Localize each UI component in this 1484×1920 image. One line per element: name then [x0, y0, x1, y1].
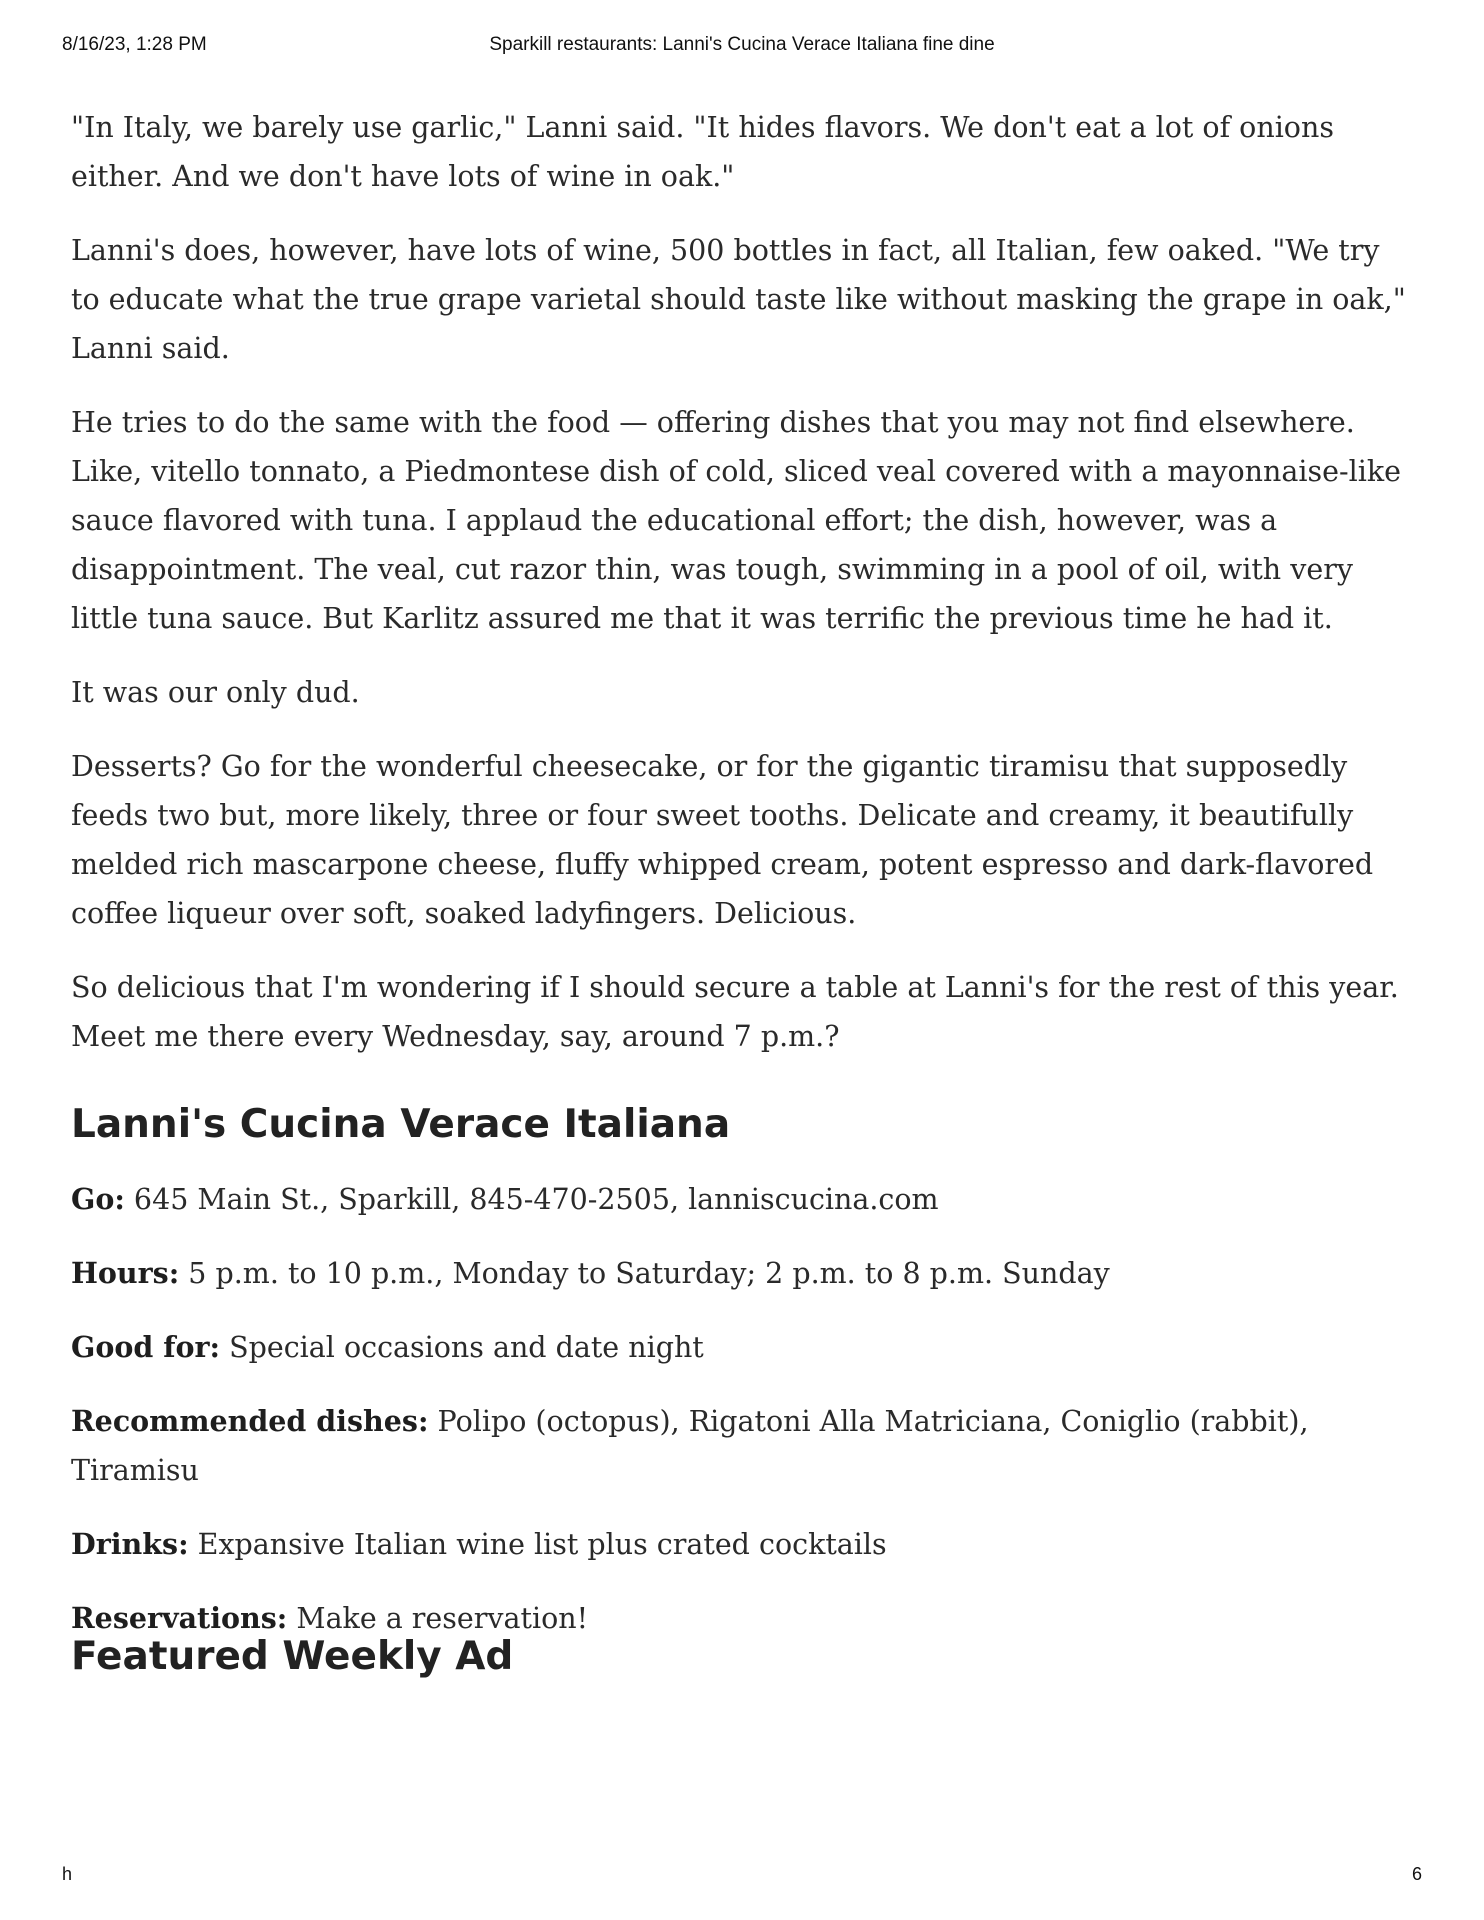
- article-paragraph: He tries to do the same with the food — offering dishes that you may not find elsewhere. Like, vitello tonnato, a Piedmontese dish of cold, sliced veal covered with a mayonnaise-like sauce flavored with tuna. I applaud the educational effort; the dish, however, was a disappointment. The veal, cut razor thin, was tough, swimming in a pool of oil, with very little tuna sauce. But Karlitz assured me that it was terrific the previous time he had it.: [71, 406, 1401, 635]
- info-recommended-value: Polipo (octopus), Rigatoni Alla Matriciana, Coniglio (rabbit), Tiramisu: [71, 1405, 1309, 1487]
- print-footer-page-number: 6: [1411, 1864, 1422, 1884]
- print-page-title: Sparkill restaurants: Lanni's Cucina Verace Italiana fine dine: [489, 34, 995, 55]
- info-hours-value: 5 p.m. to 10 p.m., Monday to Saturday; 2 p.m. to 8 p.m. Sunday: [179, 1257, 1110, 1290]
- article-paragraph: So delicious that I'm wondering if I should secure a table at Lanni's for the rest of this year. Meet me there every Wednesday, say, around 7 p.m.?: [71, 971, 1399, 1053]
- print-header: [62, 34, 1422, 58]
- info-good-for-label: Good for:: [71, 1330, 221, 1364]
- info-reservations-value: Make a reservation!: [287, 1602, 589, 1635]
- featured-ad-heading: Featured Weekly Ad: [71, 1634, 514, 1679]
- info-drinks-label: Drinks:: [71, 1527, 189, 1561]
- info-recommended: [71, 1397, 1416, 1495]
- article-paragraph: Lanni's does, however, have lots of wine, 500 bottles in fact, all Italian, few oaked. "We try to educate what the true grape varietal should taste like without masking the grape in oak," Lanni said.: [71, 234, 1406, 365]
- restaurant-info-heading: Lanni's Cucina Verace Italiana: [71, 1102, 731, 1147]
- info-go: [71, 1175, 1416, 1224]
- info-good-for: [71, 1323, 1416, 1372]
- info-hours: [71, 1249, 1416, 1298]
- article-body: [71, 103, 1416, 1681]
- info-go-label: Go:: [71, 1182, 125, 1216]
- article-paragraph: Desserts? Go for the wonderful cheesecake, or for the gigantic tiramisu that supposedly feeds two but, more likely, three or four sweet tooths. Delicate and creamy, it beautifully melded rich mascarpone cheese, fluffy whipped cream, potent espresso and dark-flavored coffee liqueur over soft, soaked ladyfingers. Delicious.: [71, 750, 1374, 930]
- info-drinks: [71, 1520, 1416, 1569]
- info-recommended-label: Recommended dishes:: [71, 1404, 429, 1438]
- print-footer: [62, 1864, 1422, 1886]
- print-footer-url: h: [62, 1864, 73, 1884]
- article-paragraph: "In Italy, we barely use garlic," Lanni said. "It hides flavors. We don't eat a lot of onions either. And we don't have lots of wine in oak.": [71, 111, 1334, 193]
- article-paragraph: It was our only dud.: [71, 676, 360, 709]
- info-drinks-value: Expansive Italian wine list plus crated cocktails: [188, 1528, 887, 1561]
- print-date: 8/16/23, 1:28 PM: [62, 34, 207, 55]
- info-hours-label: Hours:: [71, 1256, 180, 1290]
- info-good-for-value: Special occasions and date night: [220, 1331, 704, 1364]
- info-go-value: 645 Main St., Sparkill, 845-470-2505, lanniscucina.com: [124, 1183, 939, 1216]
- info-reservations-label: Reservations:: [71, 1601, 288, 1635]
